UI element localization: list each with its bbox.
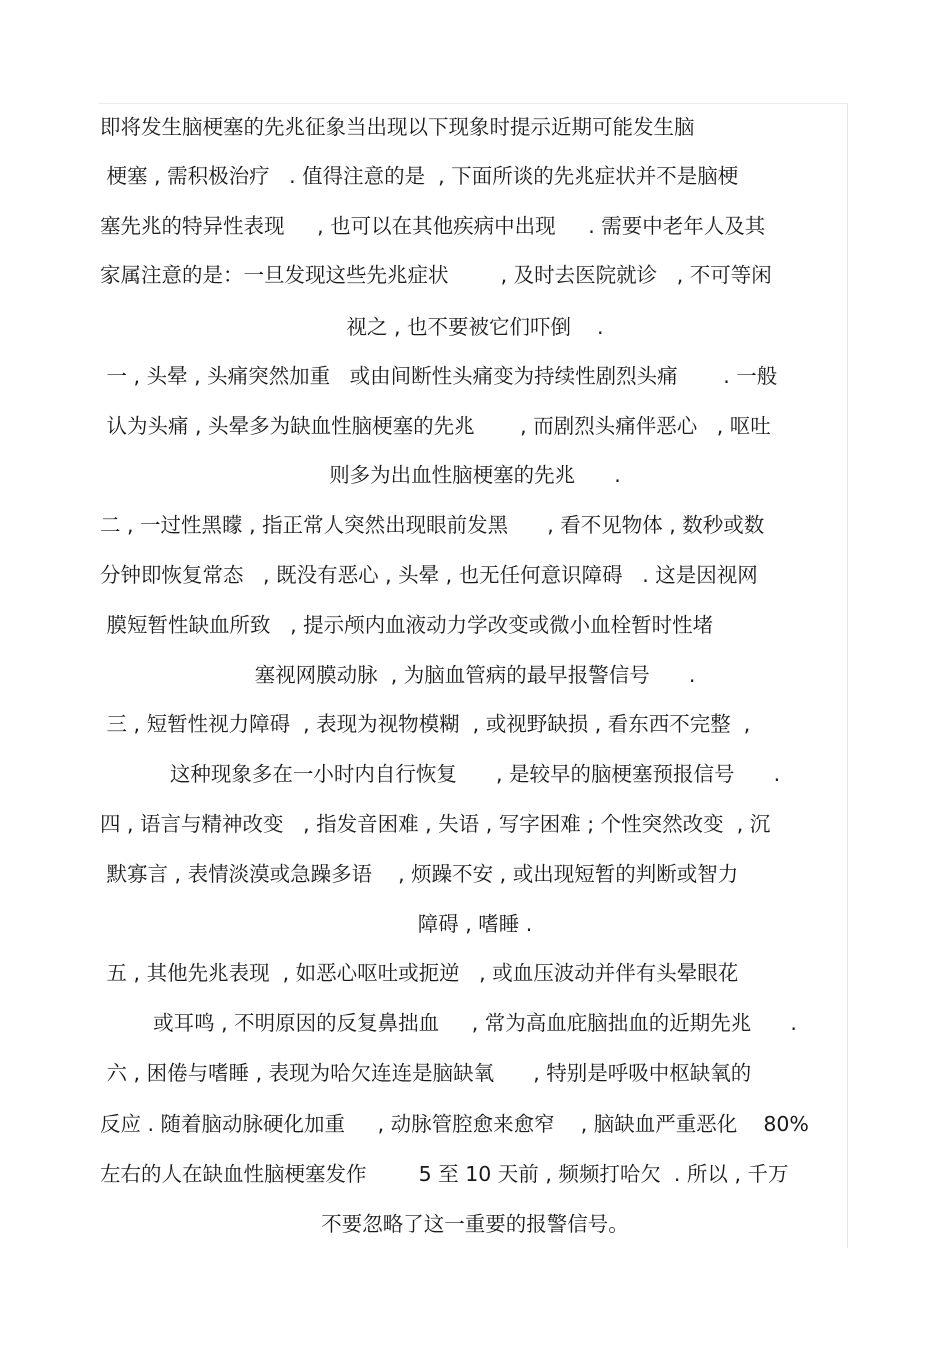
page-border-top: [98, 103, 848, 104]
text-line: 这种现象多在一小时内自行恢复 , 是较早的脑梗塞预报信号 .: [169, 762, 781, 786]
text-line: 不要忽略了这一重要的报警信号。: [321, 1212, 629, 1236]
text-line: 则多为出血性脑梗塞的先兆 .: [329, 463, 621, 487]
text-line: 认为头痛 , 头晕多为缺血性脑梗塞的先兆 , 而剧烈头痛伴恶心 , 呕吐: [100, 414, 771, 438]
text-line: 家属注意的是：一旦发现这些先兆症状 , 及时去医院就诊 , 不可等闲: [100, 263, 772, 287]
text-line: 或耳鸣 , 不明原因的反复鼻拙血 , 常为高血庇脑拙血的近期先兆 .: [153, 1011, 797, 1035]
text-line: 塞视网膜动脉 , 为脑血管病的最早报警信号 .: [254, 663, 696, 687]
text-line: 视之 , 也不要被它们吓倒 .: [346, 315, 604, 339]
text-line: 梗塞 , 需积极治疗 . 值得注意的是 , 下面所谈的先兆症状并不是脑梗: [100, 164, 739, 188]
text-line: 膜短暂性缺血所致 , 提示颅内血液动力学改变或微小血栓暂时性堵: [100, 613, 714, 637]
text-line: 默寡言 , 表情淡漠或急躁多语 , 烦躁不安 , 或出现短暂的判断或智力: [100, 862, 739, 886]
text-line: 障碍 , 嗜睡 .: [417, 912, 533, 936]
text-line: 即将发生脑梗塞的先兆征象当出现以下现象时提示近期可能发生脑: [100, 115, 695, 139]
text-line: 三 , 短暂性视力障碍 , 表现为视物模糊 , 或视野缺损 , 看东西不完整 ,: [100, 712, 751, 736]
text-line: 五 , 其他先兆表现 , 如恶心呕吐或扼逆 , 或血压波动并伴有头晕眼花: [100, 961, 739, 985]
text-line: 二 , 一过性黑矇 , 指正常人突然出现眼前发黑 , 看不见物体 , 数秒或数: [100, 513, 765, 537]
text-line: 塞先兆的特异性表现 , 也可以在其他疾病中出现 . 需要中老年人及其: [100, 214, 766, 238]
text-line: 分钟即恢复常态 , 既没有恶心 , 头晕 , 也无任何意识障碍 . 这是因视网: [100, 563, 758, 587]
text-line: 反应 . 随着脑动脉硬化加重 , 动脉管腔愈来愈窄 , 脑缺血严重恶化 80%: [100, 1112, 809, 1136]
text-line: 一 , 头晕 , 头痛突然加重 或由间断性头痛变为持续性剧烈头痛 . 一般: [100, 364, 778, 388]
text-line: 四 , 语言与精神改变 , 指发音困难 , 失语 , 写字困难 ; 个性突然改变 , 沉: [100, 812, 771, 836]
text-line: 左右的人在缺血性脑梗塞发作 5 至 10 天前 , 频频打哈欠 . 所以 , 千万: [100, 1162, 789, 1186]
text-line: 六 , 困倦与嗜睡 , 表现为哈欠连连是脑缺氧 , 特别是呼吸中枢缺氧的: [100, 1061, 752, 1085]
